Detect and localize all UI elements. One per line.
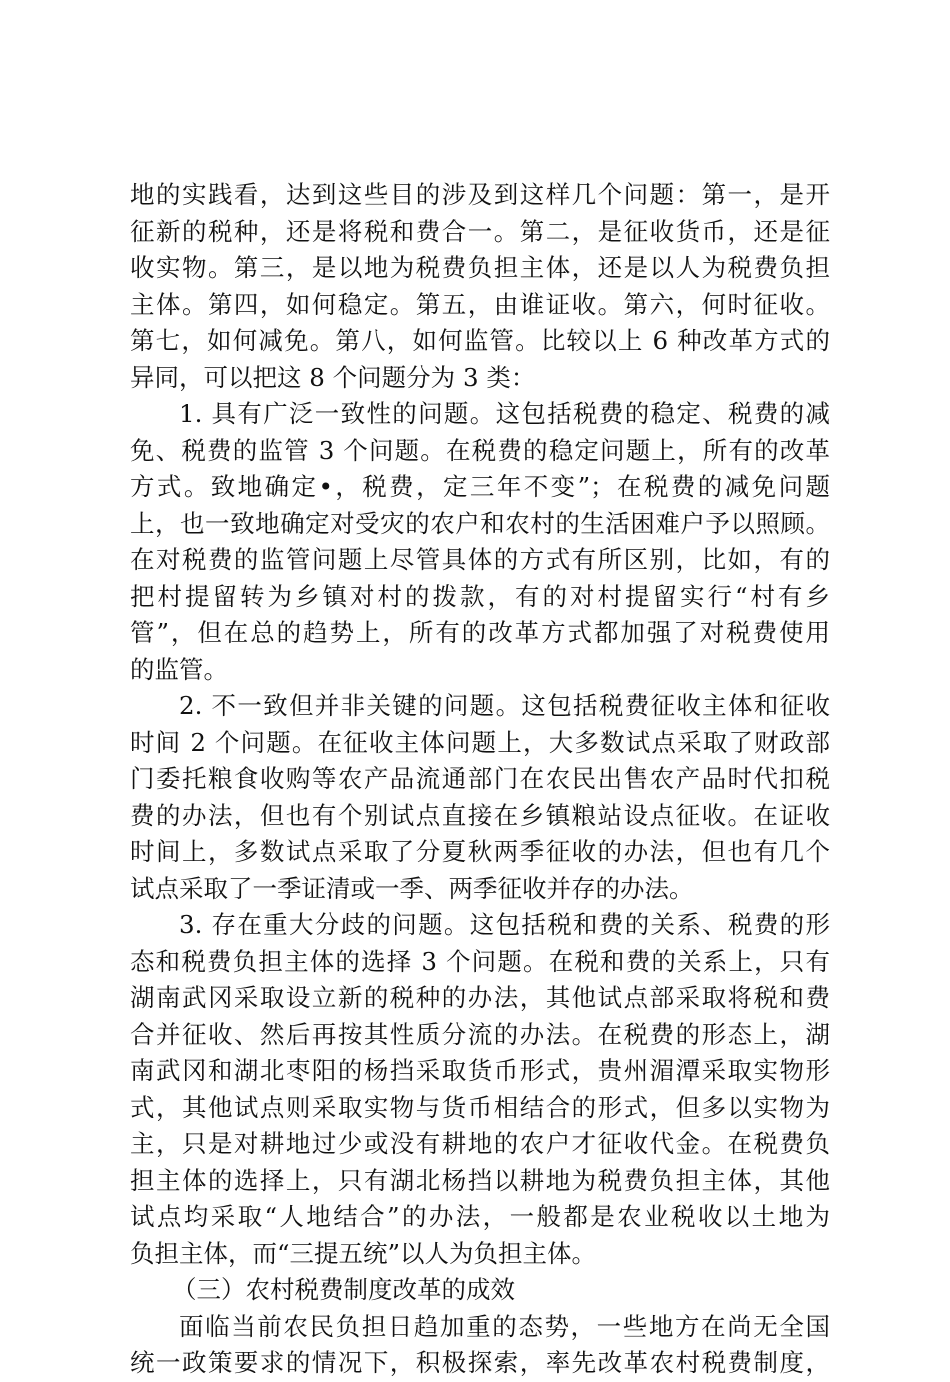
text-line: 式，其他试点则采取实物与货币相结合的形式，但多以实物为 [130, 1092, 830, 1122]
text-line: 上，也一致地确定对受灾的农户和农村的生活困难户予以照顾。 [130, 508, 830, 538]
text-line: 态和税费负担主体的选择 3 个问题。在税和费的关系上，只有 [130, 946, 830, 976]
text-line: 第七，如何减免。第八，如何监管。比较以上 6 种改革方式的 [130, 326, 830, 355]
text-line: 门委托粮食收购等农产品流通部门在农民出售农产品时代扣税 [130, 764, 830, 793]
text-line: 把村提留转为乡镇对村的拨款，有的对村提留实行“村有乡 [130, 581, 830, 611]
text-line: 南武冈和湖北枣阳的杨挡采取货币形式，贵州湄潭采取实物形 [130, 1056, 830, 1085]
text-line: 在对税费的监管问题上尽管具体的方式有所区别，比如，有的 [130, 545, 830, 574]
text-line: 面临当前农民负担日趋加重的态势，一些地方在尚无全国 [179, 1311, 830, 1341]
text-line: 担主体的选择上，只有湖北杨挡以耕地为税费负担主体，其他 [130, 1165, 830, 1195]
text-line: 2. 不一致但并非关键的问题。这包括税费征收主体和征收 [179, 691, 830, 720]
text-line: 免、税费的监管 3 个问题。在税费的稳定问题上，所有的改革 [130, 435, 830, 465]
text-line: 征新的税种，还是将税和费合一。第二，是征收货币，还是征 [130, 216, 830, 246]
text-line: 异同，可以把这 8 个问题分为 3 类： [130, 362, 536, 392]
text-line: 1. 具有广泛一致性的问题。这包括税费的稳定、税费的减 [179, 399, 830, 428]
document-body [130, 177, 830, 1382]
text-line: 负担主体，而“三提五统”以人为负担主体。 [130, 1238, 597, 1268]
text-line: 湖南武冈采取设立新的税种的办法，其他试点部采取将税和费 [130, 983, 830, 1012]
text-line: 试点均采取“人地结合”的办法，一般都是农业税收以土地为 [130, 1202, 830, 1231]
text-line: 试点采取了一季证清或一季、两季征收并存的办法。 [130, 873, 694, 903]
text-line: 方式。致地确定•，税费，定三年不变”；在税费的减免问题 [130, 472, 830, 501]
text-line: 时间 2 个问题。在征收主体问题上，大多数试点采取了财政部 [130, 727, 830, 757]
text-line: 费的办法，但也有个别试点直接在乡镇粮站设点征收。在证收 [130, 800, 830, 830]
text-line: 管”，但在总的趋势上，所有的改革方式都加强了对税费使用 [130, 618, 830, 647]
text-line: 主体。第四，如何稳定。第五，由谁证收。第六，何时征收。 [130, 289, 830, 319]
text-line: 的监管。 [130, 654, 228, 684]
text-line: 合并征收、然后再按其性质分流的办法。在税费的形态上，湖 [130, 1019, 830, 1049]
text-line: 收实物。第三，是以地为税费负担主体，还是以人为税费负担 [130, 253, 830, 282]
text-line: 时间上，多数试点采取了分夏秋两季征收的办法，但也有几个 [130, 837, 830, 866]
text-line: 3. 存在重大分歧的问题。这包括税和费的关系、税费的形 [179, 910, 830, 939]
text-line: 统一政策要求的情况下，积极探索，率先改革农村税费制度， [130, 1348, 830, 1377]
text-line: 地的实践看，达到这些目的涉及到这样几个问题：第一，是开 [130, 180, 830, 209]
text-line: 主，只是对耕地过少或没有耕地的农户才征收代金。在税费负 [130, 1129, 830, 1158]
section-heading: （三）农村税费制度改革的成效 [172, 1275, 515, 1304]
